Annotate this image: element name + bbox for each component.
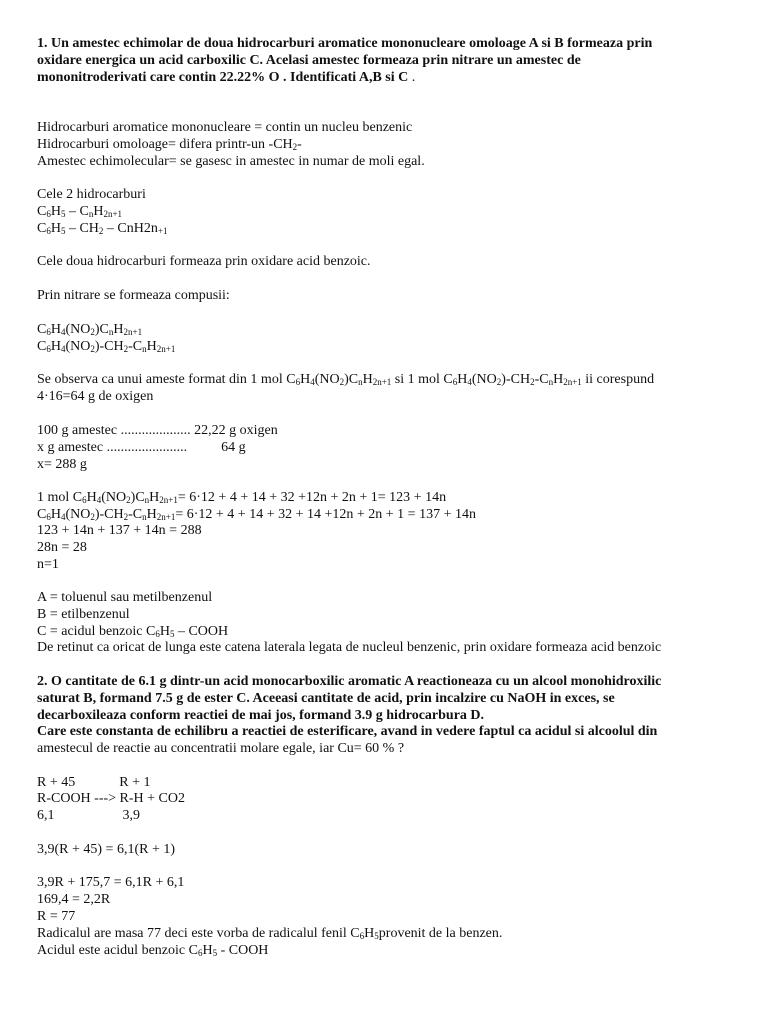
proportion-line2: x g amestec ....................... 64 g [37,440,246,455]
equation-setup: 3,9(R + 45) = 6,1(R + 1) [37,842,176,857]
proportion-result: x= 288 g [37,457,87,472]
problem1-statement-line2: oxidare energica un acid carboxilic C. Acelasi amestec formeaza prin nitrare un amestec de [37,53,581,68]
problem2-statement-line2: saturat B, formand 7.5 g de ester C. Aceeasi cantitate de acid, prin incalzire cu NaOH in exces, se [37,691,615,706]
problem2-statement-line5: amestecul de reactie au concentratii molare egale, iar Cu= 60 % ? [37,741,405,756]
problem2-statement-line4: Care este constanta de echilibru a reactiei de esterificare, avand in vedere faptul ca acidul si alcoolul din [37,724,658,739]
oxidation-statement: Cele doua hidrocarburi formeaza prin oxidare acid benzoic. [37,254,371,269]
nitration-statement: Prin nitrare se formeaza compusii: [37,288,230,303]
acid-conclusion: Acidul este acidul benzoic $C_6H_5$ - COOH [37,943,269,958]
formula-hydrocarbon-a: $C_6H_5 - C_nH_{2n+1}$ [37,204,123,219]
equation-n: n=1 [37,557,59,572]
equation-result: R = 77 [37,909,76,924]
equation-sum: 123 + 14n + 137 + 14n = 288 [37,523,202,538]
problem2-statement-line3: decarboxileaza conform reactiei de mai jos, formand 3.9 g hidrocarbura D. [37,708,485,723]
observation-line1: Se observa ca unui ameste format din 1 mol $C_6H_4(NO_2)C_nH_{2n+1}$ si 1 mol $C_6H_4(NO_2)-CH_2-C_nH_{2n+1}$ ii corespund [37,372,655,387]
proportion-line1: 100 g amestec .................... 22,22 g oxigen [37,423,278,438]
stoich-masses: R + 45 R + 1 [37,775,151,790]
problem2-statement-line1: 2. O cantitate de 6.1 g dintr-un acid monocarboxilic aromatic A reactioneaza cu un alcool monohidroxilic [37,674,662,689]
problem1-statement-line1: 1. Un amestec echimolar de doua hidrocarburi aromatice mononucleare omoloage A si B formeaza prin [37,36,653,51]
formula-nitro-a: $C_6H_4(NO_2)C_nH_{2n+1}$ [37,322,143,337]
problem1-statement-line3: mononitroderivati care contin 22.22% O . Identificati A,B si C . [37,70,416,85]
formula-nitro-b: $C_6H_4(NO_2)-CH_2-C_nH_{2n+1}$ [37,339,176,354]
molar-mass-b: $C_6H_4(NO_2)-CH_2-C_nH_{2n+1}= 6\cdot 12 + 4 + 14 + 32 + 14 +12n + 2n + 1 = 137 + 14n$ [37,507,476,522]
definition-mononuclear: Hidrocarburi aromatice mononucleare = contin un nucleu benzenic [37,120,413,135]
retain-note: De retinut ca oricat de lunga este catena laterala legata de nucleul benzenic, prin oxidare formeaza acid benzoic [37,640,662,655]
stoich-quantities: 6,1 3,9 [37,808,140,823]
definition-homologous: Hidrocarburi omoloage= difera printr-un $-CH_2-$ [37,137,302,152]
observation-line2: 4·16=64 g de oxigen [37,389,154,404]
decarboxylation-reaction: R-COOH ---> R-H + CO2 [37,791,186,806]
formula-hydrocarbon-b: $C_6H_5 - CH_2 - CnH2n_{+1}$ [37,221,168,236]
radical-conclusion: Radicalul are masa 77 deci este vorba de radicalul fenil $C_6H_5provenit$ de la benzen. [37,926,503,941]
definition-equimolecular: Amestec echimolecular= se gasesc in amestec in numar de moli egal. [37,154,425,169]
answer-b: B = etilbenzenul [37,607,130,622]
equation-expanded: 3,9R + 175,7 = 6,1R + 6,1 [37,875,185,890]
answer-a: A = toluenul sau metilbenzenul [37,590,213,605]
equation-simplified: 169,4 = 2,2R [37,892,111,907]
molar-mass-a: 1 mol $C_6H_4(NO_2)C_nH_{2n+1}= 6\cdot 12 + 4 + 14 + 32 +12n + 2n + 1= 123 + 14n$ [37,490,447,505]
hydrocarbons-heading: Cele 2 hidrocarburi [37,187,146,202]
answer-c: C = acidul benzoic $C_6H_5$ – COOH [37,624,229,639]
equation-28n: 28n = 28 [37,540,87,555]
